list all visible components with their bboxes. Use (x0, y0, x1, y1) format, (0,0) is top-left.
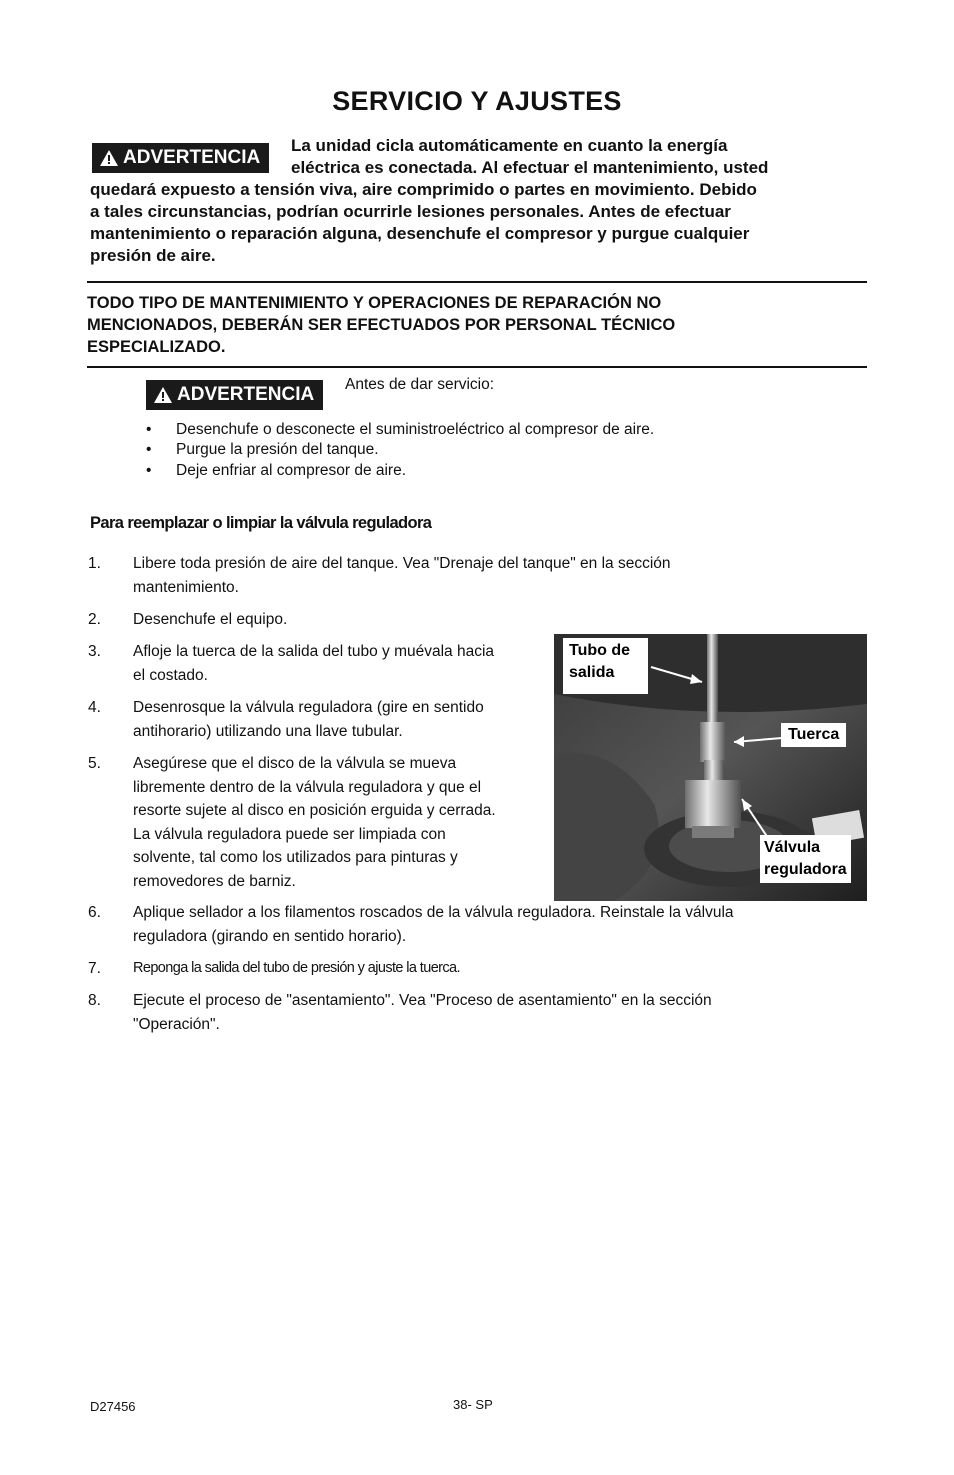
bullet-icon: • (146, 441, 152, 458)
step-line: Asegúrese que el disco de la válvula se mueva (133, 755, 457, 772)
step-line: La válvula reguladora puede ser limpiada con (133, 825, 446, 843)
step-number: 2. (88, 611, 101, 628)
notice-text (87, 292, 675, 358)
warning-line: presión de aire. (90, 246, 216, 265)
photo-label-tubo-de-salida (563, 638, 648, 694)
warning-line: a tales circunstancias, podrían ocurrirle lesiones personales. Antes de efectuar (90, 202, 731, 221)
regulator-valve-photo (554, 634, 867, 901)
step-line: el costado. (133, 666, 208, 684)
photo-label-line: Válvula (764, 839, 821, 856)
document-id: D27456 (90, 1399, 136, 1414)
photo-label-tuerca: Tuerca (781, 723, 846, 747)
step-line: Reponga la salida del tubo de presión y ajuste la tuerca. (133, 960, 460, 976)
step-number: 5. (88, 755, 101, 772)
step-number: 4. (88, 699, 101, 716)
page-number: 38- SP (453, 1397, 493, 1412)
warning-line: mantenimiento o reparación alguna, desenchufe el compresor y purgue cualquier (90, 224, 750, 243)
photo-label-valvula-reguladora (760, 835, 851, 883)
step-line: Aplique sellador a los filamentos roscados de la válvula reguladora. Reinstale la válvula (133, 904, 734, 921)
step-number: 7. (88, 960, 101, 977)
warning-badge-label: ADVERTENCIA (123, 147, 261, 168)
list-item-text: Deje enfriar al compresor de aire. (176, 462, 407, 479)
step-line: libremente dentro de la válvula reguladora y que el (133, 778, 482, 796)
step-line: "Operación". (133, 1015, 220, 1033)
step-line: mantenimiento. (133, 578, 239, 596)
divider (87, 281, 867, 283)
warning-badge (146, 380, 323, 410)
warning-line: quedará expuesto a tensión viva, aire comprimido o partes en movimiento. Debido (90, 180, 757, 199)
step-line: Afloje la tuerca de la salida del tubo y muévala hacia (133, 643, 495, 660)
bullet-icon: • (146, 462, 152, 479)
step-number: 6. (88, 904, 101, 921)
bullet-icon: • (146, 421, 152, 438)
warning-line: La unidad cicla automáticamente en cuanto la energía (291, 136, 728, 155)
step-number: 3. (88, 643, 101, 660)
step-number: 8. (88, 992, 101, 1009)
step-line: resorte sujete al disco en posición erguida y cerrada. (133, 802, 496, 819)
step-line: antihorario) utilizando una llave tubular. (133, 722, 403, 740)
list-item-text: Purgue la presión del tanque. (176, 441, 379, 458)
page-title: SERVICIO Y AJUSTES (332, 86, 622, 116)
step-line: Desenrosque la válvula reguladora (gire en sentido (133, 699, 484, 716)
step-line: removedores de barniz. (133, 872, 296, 890)
warning-text (90, 135, 870, 267)
step-line: reguladora (girando en sentido horario). (133, 927, 407, 945)
photo-label-line: Tubo de (569, 642, 631, 659)
warning-badge-label: ADVERTENCIA (177, 384, 315, 405)
notice-line: ESPECIALIZADO. (87, 338, 226, 356)
notice-line: TODO TIPO DE MANTENIMIENTO Y OPERACIONES DE REPARACIÓN NO (87, 294, 662, 312)
list-item-text: Desenchufe o desconecte el suministroeléctrico al compresor de aire. (176, 421, 655, 438)
step-line: solvente, tal como los utilizados para pinturas y (133, 849, 458, 866)
warning2-text: Antes de dar servicio: (345, 376, 495, 393)
section-heading: Para reemplazar o limpiar la válvula reguladora (90, 514, 432, 532)
step-line: Libere toda presión de aire del tanque. Vea "Drenaje del tanque" en la sección (133, 555, 671, 572)
warning-triangle-icon (154, 387, 172, 403)
photo-label-line: salida (569, 664, 615, 681)
warning-line: eléctrica es conectada. Al efectuar el mantenimiento, usted (291, 158, 769, 177)
notice-line: MENCIONADOS, DEBERÁN SER EFECTUADOS POR PERSONAL TÉCNICO (87, 316, 676, 334)
step-line: Desenchufe el equipo. (133, 611, 288, 628)
photo-label-line: reguladora (764, 861, 847, 878)
step-number: 1. (88, 555, 101, 572)
divider (87, 366, 867, 368)
step-line: Ejecute el proceso de "asentamiento". Vea "Proceso de asentamiento" en la sección (133, 992, 712, 1009)
